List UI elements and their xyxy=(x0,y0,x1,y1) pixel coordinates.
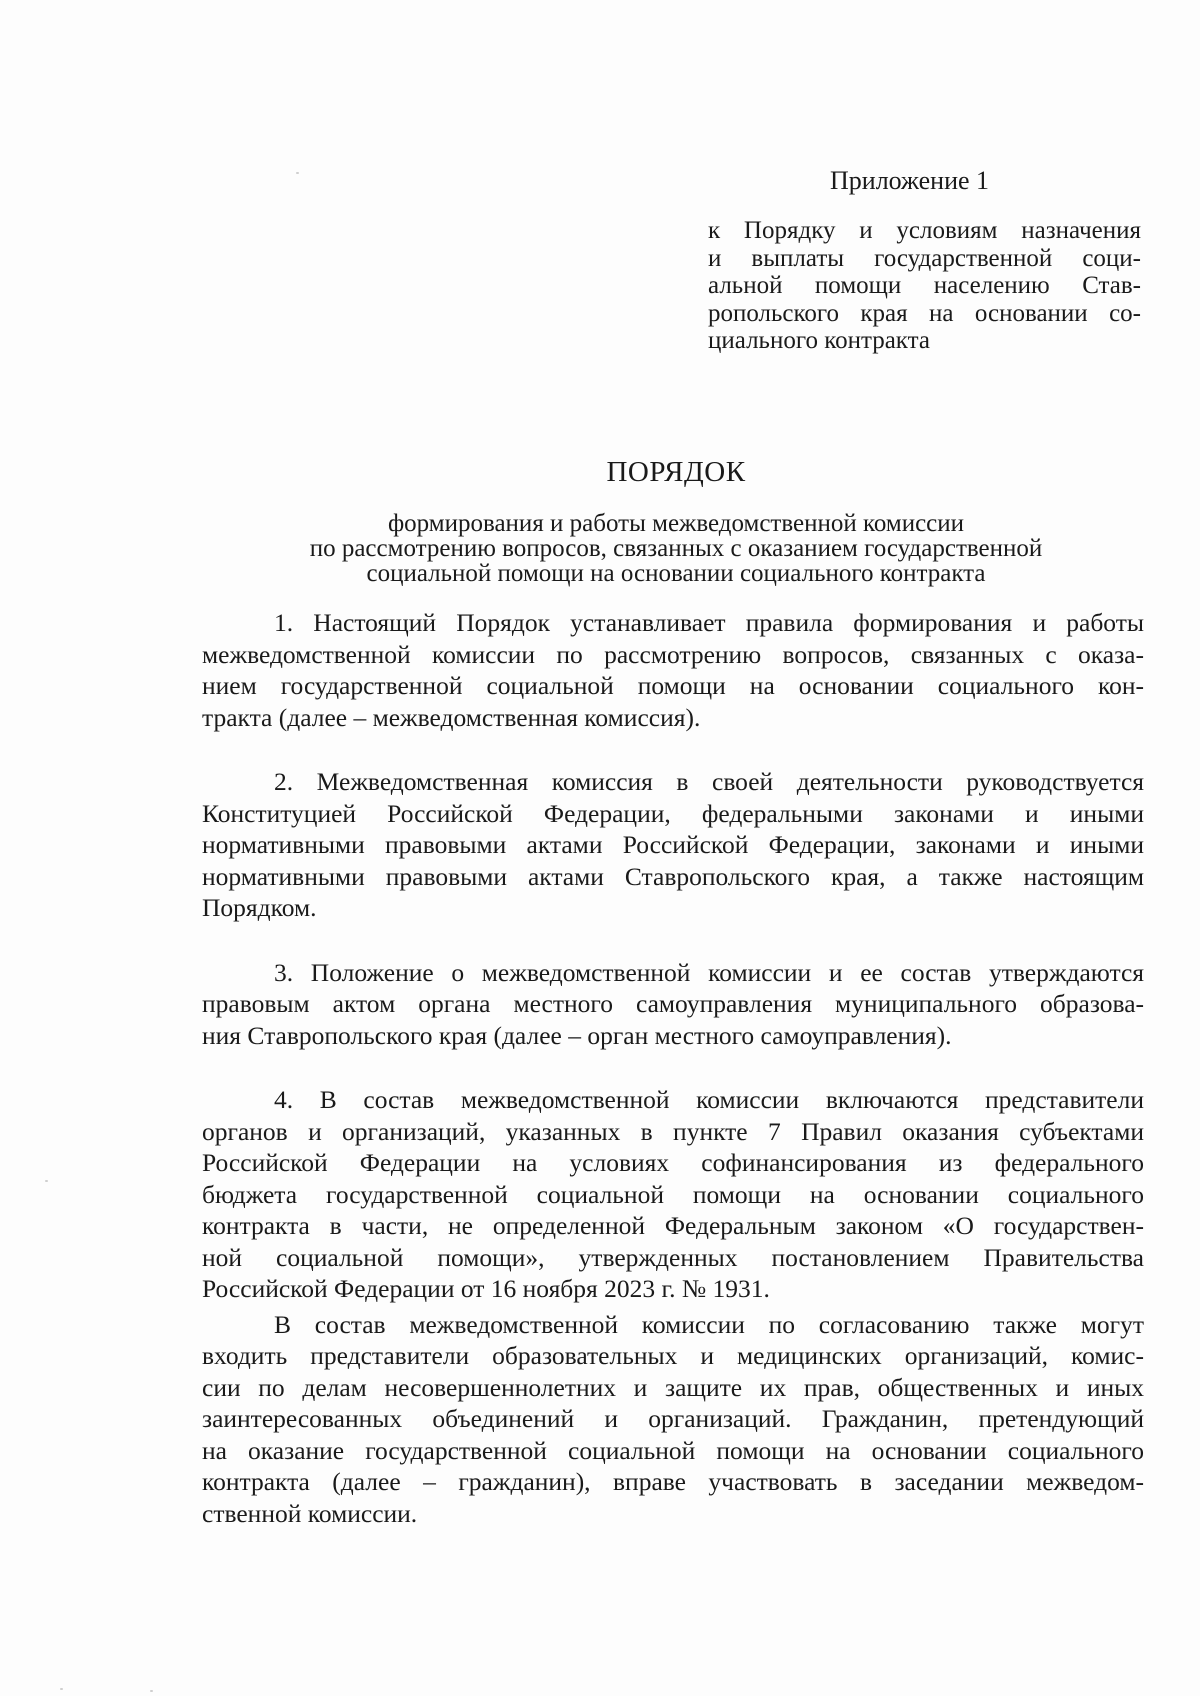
paragraph-line: 3. Положение о межведомственной комиссии и ее состав утверждаются xyxy=(274,957,1144,987)
paragraph-line: ной социальной помощи», утвержденных постановлением Правительства xyxy=(202,1242,1144,1272)
subtitle-line: формирования и работы межведомственной комиссии xyxy=(387,510,965,537)
document-title: ПОРЯДОК xyxy=(606,456,746,488)
subtitle-line: по рассмотрению вопросов, связанных с оказанием государственной xyxy=(309,535,1043,562)
paragraph-line: Конституцией Российской Федерации, федеральными законами и иными xyxy=(202,798,1144,828)
paragraph-spacer xyxy=(202,924,1144,957)
paragraph-line: межведомственной комиссии по рассмотрению вопросов, связанных с оказа- xyxy=(202,639,1144,669)
appendix-label: Приложение 1 xyxy=(830,166,990,195)
paragraph-line: заинтересованных объединений и организаций. Гражданин, претендующий xyxy=(202,1404,1144,1433)
appendix-reference-line: и выплаты государственной соци- xyxy=(708,244,1141,272)
scan-speck xyxy=(296,172,299,174)
appendix-reference-line: к Порядку и условиям назначения xyxy=(708,217,1141,244)
paragraph-5 xyxy=(202,1309,1144,1530)
paragraph-line: Российской Федерации на условиях софинансирования из федерального xyxy=(202,1148,1144,1177)
paragraph-1 xyxy=(202,607,1144,733)
paragraph-spacer xyxy=(202,1051,1144,1084)
paragraph-line: нормативными правовыми актами Ставропольского края, а также настоящим xyxy=(202,861,1144,891)
scan-speck xyxy=(60,1688,63,1690)
paragraph-line: сии по делам несовершеннолетних и защите их прав, общественных и иных xyxy=(202,1372,1144,1402)
paragraph-line: органов и организаций, указанных в пункте 7 Правил оказания субъектами xyxy=(202,1116,1144,1146)
paragraph-3 xyxy=(202,957,1144,1052)
scan-speck xyxy=(150,1690,153,1692)
paragraph-line: нием государственной социальной помощи на основании социального кон- xyxy=(202,671,1144,700)
paragraph-line: нормативными правовыми актами Российской Федерации, законами и иными xyxy=(202,830,1144,859)
scan-speck xyxy=(45,1180,48,1182)
paragraph-line: 1. Настоящий Порядок устанавливает правила формирования и работы xyxy=(274,608,1144,637)
paragraph-line: правовым актом органа местного самоуправления муниципального образова- xyxy=(202,989,1144,1018)
paragraph-2 xyxy=(202,766,1144,924)
paragraph-line: контракта (далее – гражданин), вправе участвовать в заседании межведом- xyxy=(202,1467,1144,1496)
paragraph-spacer xyxy=(202,733,1144,766)
appendix-reference-line: альной помощи населению Став- xyxy=(708,272,1141,299)
appendix-reference xyxy=(708,217,1141,355)
paragraph-line: ния Ставропольского края (далее – орган местного самоуправления). xyxy=(202,1020,952,1050)
appendix-reference-line: ропольского края на основании со- xyxy=(708,299,1141,327)
paragraph-line: Российской Федерации от 16 ноября 2023 г. № 1931. xyxy=(202,1274,770,1303)
paragraph-line: Порядком. xyxy=(202,893,317,922)
paragraph-line: контракта в части, не определенной Федеральным законом «О государствен- xyxy=(202,1211,1144,1240)
paragraph-line: ственной комиссии. xyxy=(202,1498,418,1528)
document-body xyxy=(202,607,1144,1529)
paragraph-line: тракта (далее – межведомственная комиссия). xyxy=(202,702,701,732)
paragraph-line: В состав межведомственной комиссии по согласованию также могут xyxy=(274,1309,1144,1339)
document-subtitle xyxy=(200,511,1152,586)
paragraph-line: бюджета государственной социальной помощи на основании социального xyxy=(202,1179,1144,1209)
appendix-reference-line: циального контракта xyxy=(708,327,930,354)
paragraph-line: на оказание государственной социальной помощи на основании социального xyxy=(202,1435,1144,1465)
paragraph-line: 2. Межведомственная комиссия в своей деятельности руководствуется xyxy=(274,767,1144,796)
paragraph-4 xyxy=(202,1084,1144,1305)
paragraph-line: входить представители образовательных и медицинских организаций, комис- xyxy=(202,1341,1144,1370)
paragraph-line: 4. В состав межведомственной комиссии включаются представители xyxy=(274,1085,1144,1114)
subtitle-line: социальной помощи на основании социального контракта xyxy=(366,560,986,587)
